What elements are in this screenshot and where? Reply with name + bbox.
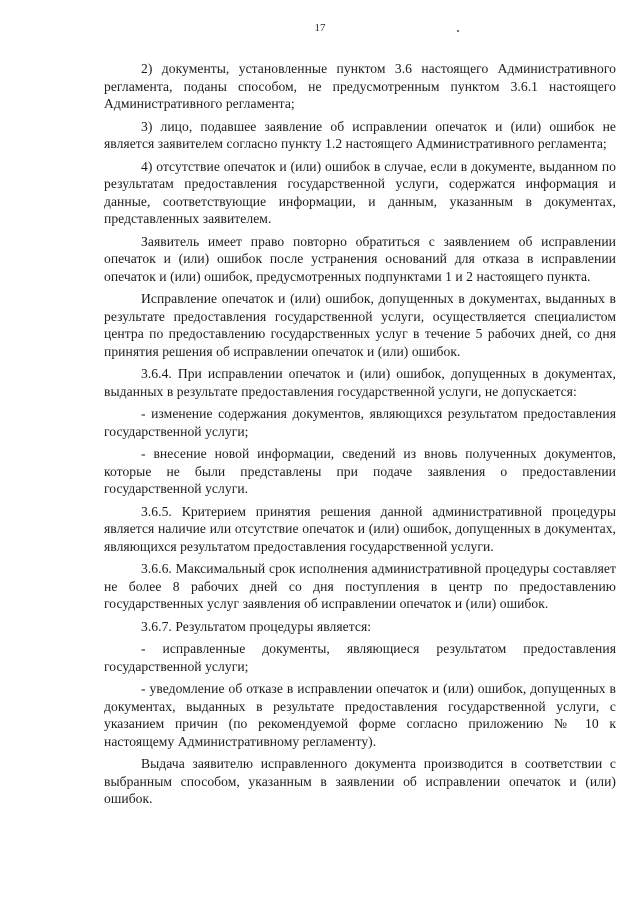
paragraph-issuance: Выдача заявителю исправленного документа производится в соответствии с выбранным способом, указанным в заявлении об исправлении опечаток и (или) ошибок. xyxy=(104,756,616,806)
list-item-new-info: - внесение новой информации, сведений из вновь полученных документов, которые не были представлены при подаче заявления о предоставлении государственной услуги. xyxy=(104,446,616,496)
paragraph-3-6-4: 3.6.4. При исправлении опечаток и (или) ошибок, допущенных в документах, выданных в результате предоставления государственной услуги, не допускается: xyxy=(104,366,616,399)
paragraph-correction-term: Исправление опечаток и (или) ошибок, допущенных в документах, выданных в результате предоставления государственной услуги, осуществляется специалистом центра по предоставлению государственных услуг в течение 5 рабочих дней, со дня принятия решения об исправлении опечаток и (или) ошибок. xyxy=(104,291,616,359)
paragraph-3-6-6: 3.6.6. Максимальный срок исполнения административной процедуры составляет не более 8 рабочих дней со дня поступления в центр по предоставлению государственных услуг заявления об исправлении опечаток и (или) ошибок. xyxy=(104,561,616,611)
paragraph-reason-3: 3) лицо, подавшее заявление об исправлении опечаток и (или) ошибок не является заявителем согласно пункту 1.2 настоящего Административного регламента; xyxy=(104,118,616,151)
paragraph-3-6-7: 3.6.7. Результатом процедуры является: xyxy=(141,618,372,634)
list-item-content-change: - изменение содержания документов, являющихся результатом предоставления государственной услуги; xyxy=(104,406,616,439)
list-item-corrected-docs: - исправленные документы, являющиеся результатом предоставления государственной услуги; xyxy=(104,641,616,674)
page-number: 17 xyxy=(314,22,326,34)
paragraph-3-6-5: 3.6.5. Критерием принятия решения данной административной процедуры является наличие или отсутствие опечаток и (или) ошибок, допущенных в документах, являющихся результатом предоставления государственной услуги. xyxy=(104,503,616,554)
paragraph-repeat-request: Заявитель имеет право повторно обратиться с заявлением об исправлении опечаток и (или) ошибок после устранения оснований для отказа в исправлении опечаток и (или) ошибок, предусмотренных подпунктами 1 и 2 настоящего пункта. xyxy=(104,233,616,284)
paragraph-reason-4: 4) отсутствие опечаток и (или) ошибок в случае, если в документе, выданном по результатам предоставления государственной услуги, содержатся информация и данные, соответствующие информации, и данным, указанным в документах, представленных заявителем. xyxy=(104,158,616,226)
list-item-refusal-notice: - уведомление об отказе в исправлении опечаток и (или) ошибок, допущенных в документах, выданных в результате предоставления государственной услуги, с указанием причин (по рекомендуемой форме согласно приложению № 10 к настоящему Административному регламенту). xyxy=(104,681,616,749)
document-body xyxy=(104,60,616,813)
scan-speck xyxy=(457,30,459,32)
paragraph-reason-2: 2) документы, установленные пунктом 3.6 настоящего Административного регламента, поданы способом, не предусмотренным пунктом 3.6.1 настоящего Административного регламента; xyxy=(104,61,616,111)
